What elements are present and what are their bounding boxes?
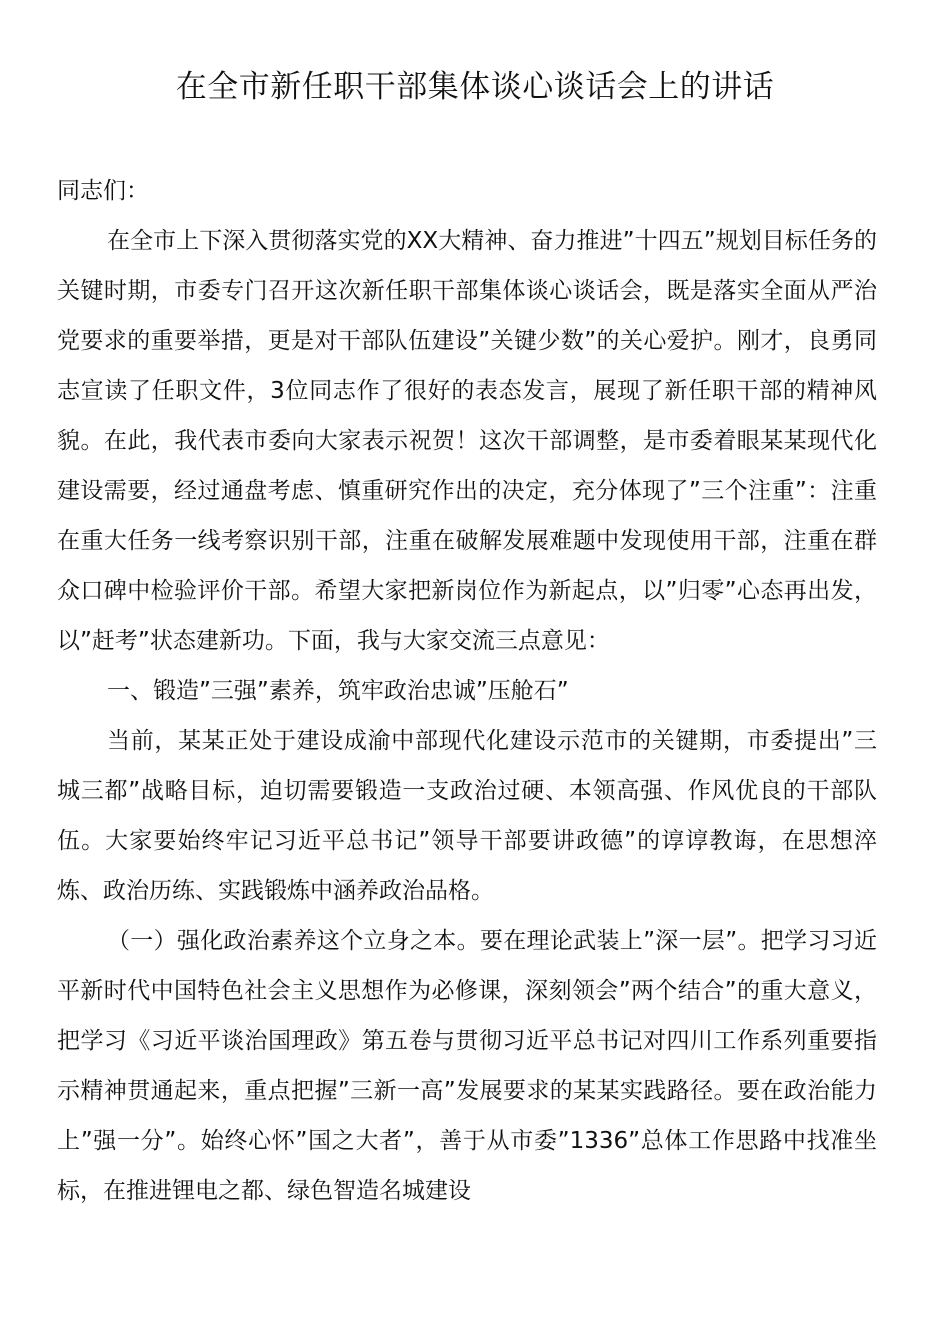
paragraph-subsection-1: （一）强化政治素养这个立身之本。要在理论武装上”深一层”。把学习习近平新时代中国特色社会主义思想作为必修课，深刻领会”两个结合”的重大意义，把学习《习近平谈治国理政》第五卷与贯彻习近平总书记对四川工作系列重要指示精神贯通起来，重点把握”三新一高”发展要求的某某实践路径。要在政治能力上”强一分”。始终心怀”国之大者”，善于从市委”1336”总体工作思路中找准坐标，在推进锂电之都、绿色智造名城建设 xyxy=(57,928,877,1204)
paragraph-section-1: 当前，某某正处于建设成渝中部现代化建设示范市的关键期，市委提出”三城三都”战略目标，迫切需要锻造一支政治过硬、本领高强、作风优良的干部队伍。大家要始终牢记习近平总书记”领导干部要讲政德”的谆谆教诲，在思想淬炼、政治历练、实践锻炼中涵养政治品格。 xyxy=(57,728,877,904)
section-heading-1: 一、锻造”三强”素养，筑牢政治忠诚”压舱石” xyxy=(107,678,569,704)
paragraph-intro: 在全市上下深入贯彻落实党的XX大精神、奋力推进”十四五”规划目标任务的关键时期，市委专门召开这次新任职干部集体谈心谈话会，既是落实全面从严治党要求的重要举措，更是对干部队伍建设”关键少数”的关心爱护。刚才，良勇同志宣读了任职文件，3位同志作了很好的表态发言，展现了新任职干部的精神风貌。在此，我代表市委向大家表示祝贺！这次干部调整，是市委着眼某某现代化建设需要，经过通盘考虑、慎重研究作出的决定，充分体现了”三个注重”：注重在重大任务一线考察识别干部，注重在破解发展难题中发现使用干部，注重在群众口碑中检验评价干部。希望大家把新岗位作为新起点，以”归零”心态再出发，以”赶考”状态建新功。下面，我与大家交流三点意见： xyxy=(57,228,877,654)
greeting: 同志们： xyxy=(57,178,149,204)
document-title: 在全市新任职干部集体谈心谈话会上的讲话 xyxy=(175,69,775,105)
document-body xyxy=(57,166,877,1216)
